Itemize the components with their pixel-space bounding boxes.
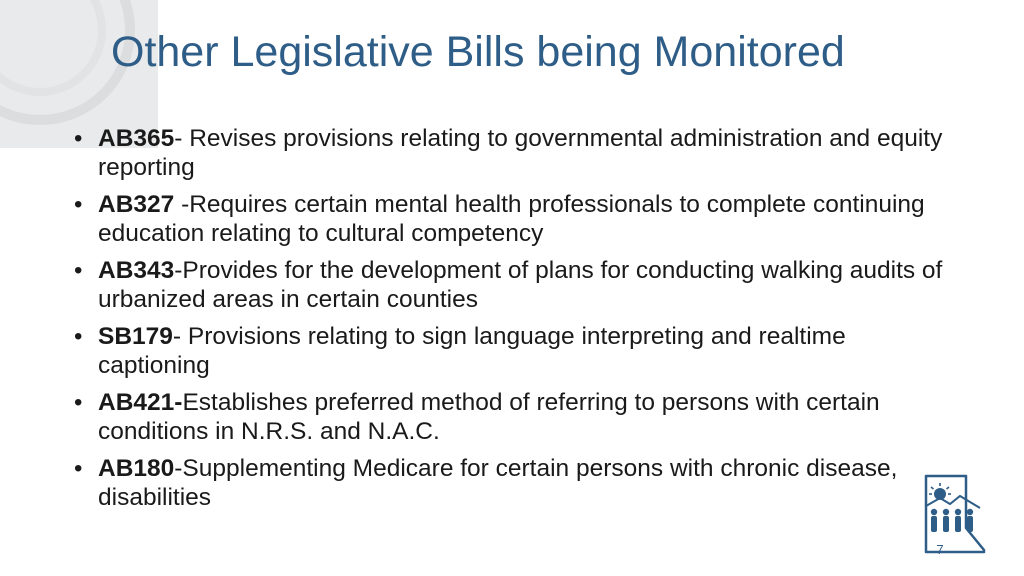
list-item bbox=[74, 124, 954, 182]
bill-number: SB179 bbox=[98, 323, 173, 350]
bullet-icon: • bbox=[74, 125, 83, 152]
bill-number: AB327 bbox=[98, 191, 175, 218]
bill-list bbox=[74, 124, 954, 520]
bullet-icon: • bbox=[74, 389, 83, 416]
list-item bbox=[74, 388, 954, 446]
bill-number: AB343 bbox=[98, 257, 175, 284]
bullet-icon: • bbox=[74, 323, 83, 350]
list-item bbox=[74, 190, 954, 248]
bill-description: - Revises provisions relating to governmental administration and equity reporting bbox=[98, 125, 943, 181]
bill-description: -Requires certain mental health professionals to complete continuing education relating to cultural competency bbox=[98, 191, 925, 247]
page-number: 7 bbox=[936, 542, 944, 557]
bill-number: AB180 bbox=[98, 455, 175, 482]
list-item bbox=[74, 256, 954, 314]
bill-description: Establishes preferred method of referring to persons with certain conditions in N.R.S. and N.A.C. bbox=[98, 389, 880, 445]
list-item bbox=[74, 454, 954, 512]
bill-number: AB365 bbox=[98, 125, 175, 152]
bill-number: AB421- bbox=[98, 389, 183, 416]
bill-description: -Provides for the development of plans for conducting walking audits of urbanized areas in certain counties bbox=[98, 257, 943, 313]
list-item bbox=[74, 322, 954, 380]
bullet-icon: • bbox=[74, 191, 83, 218]
bullet-icon: • bbox=[74, 455, 83, 482]
bill-description: - Provisions relating to sign language interpreting and realtime captioning bbox=[98, 323, 846, 379]
bill-description: -Supplementing Medicare for certain persons with chronic disease, disabilities bbox=[98, 455, 898, 511]
slide-title: Other Legislative Bills being Monitored bbox=[111, 28, 845, 76]
bullet-icon: • bbox=[74, 257, 83, 284]
